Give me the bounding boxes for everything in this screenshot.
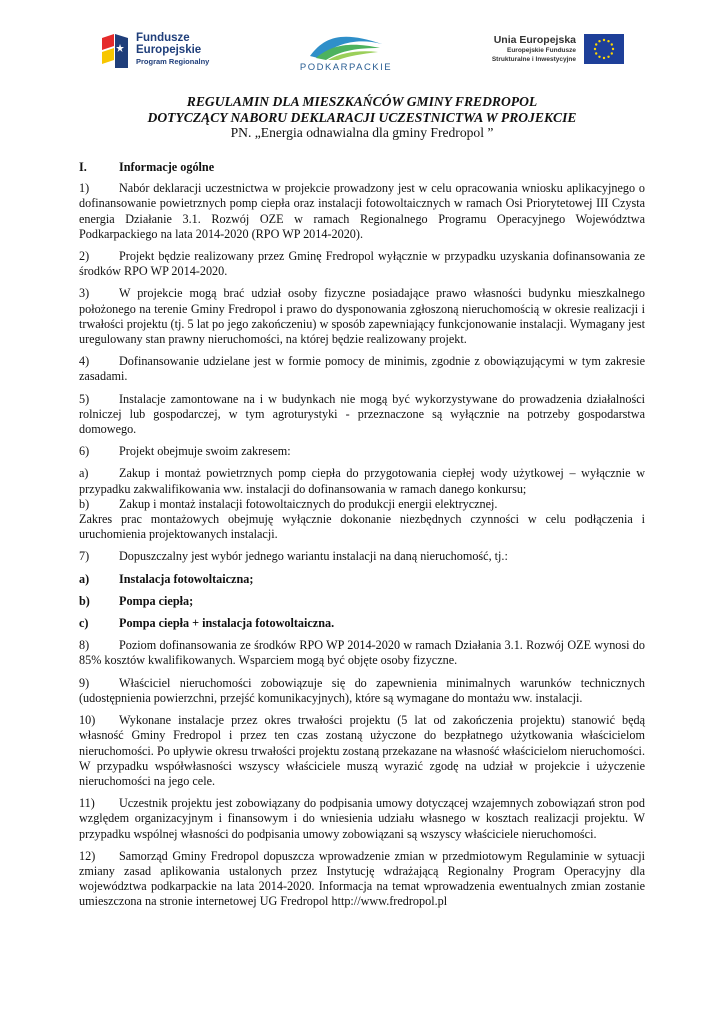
paragraph-3 <box>79 286 645 347</box>
section-title: Informacje ogólne <box>119 160 215 174</box>
document-body <box>79 160 645 917</box>
paragraph-text: Instalacje zamontowane na i w budynkach nie mogą być wykorzystywane do prowadzenia działalności rolniczej lub gospodarczej, w tym agroturystyki - przeznaczone są wyłącznie na potrzeby gospodarstwa domowego. <box>79 391 645 437</box>
variant-b <box>79 594 645 609</box>
paragraph-text: Samorząd Gminy Fredropol dopuszcza wprowadzenie zmian w przedmiotowym Regulaminie w sytuacji zmiany zasad aplikowania ustalonych przez Instytucję wdrażającą Regionalny Program Operacyjny dla województwa podkarpackie na lata 2014-2020. Informacja na temat wprowadzenia ewentualnych zmian zostanie umieszczona na stronie internetowej UG Fredropol http://www.fredropol.pl <box>79 848 645 909</box>
paragraph-1 <box>79 181 645 242</box>
paragraph-number: 6) <box>79 444 90 459</box>
paragraph-4 <box>79 354 645 384</box>
paragraph-text: Wykonane instalacje przez okres trwałości projektu (5 lat od zakończenia projektu) stanowić będą własność Gminy Fredropol i przez ten czas zostaną użyczone do bezpłatnego użytkowania właścicielom nieruchomości. Po upływie okresu trwałości projektu zostaną przekazane na własność właścicielom nieruchomości. W przypadku współwłasności wszyscy właściciele muszą wyrazić zgodę na udział w projekcie i użyczenie nieruchomości na jego cele. <box>79 713 645 788</box>
paragraph-number: 9) <box>79 675 90 690</box>
title-line1: REGULAMIN DLA MIESZKAŃCÓW GMINY FREDROPOL <box>186 94 538 109</box>
paragraph-6b <box>79 497 645 512</box>
paragraph-6 <box>79 444 645 459</box>
paragraph-text: Nabór deklaracji uczestnictwa w projekcie prowadzony jest w celu opracowania wniosku aplikacyjnego o dofinansowanie powietrznych pomp ciepła oraz instalacji fotowoltaicznych w ramach Osi Priorytetowej III Czysta energia Działanie 3.1. Rozwój OZE w ramach Regionalnego Programu Operacyjnego Województwa Podkarpackiego na lata 2014-2020 (RPO WP 2014-2020). <box>79 181 645 241</box>
fe-logo-line1: Fundusze <box>136 32 190 44</box>
paragraph-text: Projekt będzie realizowany przez Gminę Fredropol wyłącznie w przypadku uzyskania dofinansowania ze środków RPO WP 2014-2020. <box>79 249 645 279</box>
variant-c <box>79 616 645 631</box>
list-marker: b) <box>79 593 90 608</box>
document-title <box>40 94 684 141</box>
paragraph-number: 10) <box>79 713 96 728</box>
list-marker: b) <box>79 496 90 511</box>
podkarpackie-hills-icon <box>308 28 384 60</box>
title-line3: PN. „Energia odnawialna dla gminy Fredropol ” <box>230 125 494 140</box>
paragraph-6a <box>79 466 645 496</box>
paragraph-10 <box>79 713 645 789</box>
paragraph-number: 8) <box>79 638 90 653</box>
variant-a <box>79 572 645 587</box>
fe-logo-line3: Program Regionalny <box>136 57 210 66</box>
variant-text: Instalacja fotowoltaiczna; <box>119 571 254 586</box>
header-logos <box>0 26 724 78</box>
paragraph-text: Uczestnik projektu jest zobowiązany do podpisania umowy dotyczącej wzajemnych zobowiązań stron pod względem organizacyjnym i finansowym i do wniesienia udziału własnego w kosztach realizacji projektu. W przypadku wspólnej własności do podpisania umowy zobowiązani są wszyscy właściciele nieruchomości. <box>79 796 645 841</box>
paragraph-number: 4) <box>79 354 90 369</box>
paragraph-7 <box>79 549 645 564</box>
title-line2: DOTYCZĄCY NABORU DEKLARACJI UCZESTNICTWA W PROJEKCIE <box>147 109 577 125</box>
paragraph-text: Zakres prac montażowych obejmuję wyłącznie dokonanie niezbędnych czynności w celu podłączenia i uruchomienia projektowanych instalacji. <box>79 512 645 542</box>
paragraph-number: 1) <box>79 181 90 196</box>
paragraph-12 <box>79 849 645 910</box>
paragraph-text: Dopuszczalny jest wybór jednego wariantu instalacji na daną nieruchomość, tj.: <box>119 549 508 564</box>
section-number: I. <box>79 160 87 174</box>
list-marker: c) <box>79 616 89 631</box>
section-heading <box>79 160 645 175</box>
paragraph-number: 3) <box>79 286 90 301</box>
paragraph-text: Dofinansowanie udzielane jest w formie pomocy de minimis, zgodnie z obowiązującymi w tym zakresie zasadami. <box>79 354 645 384</box>
fundusze-europejskie-logo <box>100 32 220 74</box>
list-marker: a) <box>79 571 90 586</box>
paragraph-text: W projekcie mogą brać udział osoby fizyczne posiadające prawo własności budynku mieszkalnego położonego na terenie Gminy Fredropol i prawo do dysponowania zgłoszoną nieruchomością w okresie realizacji i trwałości projektu (tj. 5 lat po jego zakończeniu) w sposób zapewniający funkcjonowanie instalacji. Wymagany jest uregulowany stan prawny nieruchomości, na której będzie realizowany projekt. <box>79 286 645 347</box>
paragraph-number: 2) <box>79 249 90 264</box>
variant-text: Pompa ciepła; <box>119 593 194 608</box>
ue-logo-line3: Strukturalne i Inwestycyjne <box>491 56 576 63</box>
fundusze-europejskie-emblem-icon <box>100 32 130 70</box>
list-item-text: Zakup i montaż instalacji fotowoltaicznych do produkcji energii elektrycznej. <box>119 496 498 511</box>
paragraph-text: Poziom dofinansowania ze środków RPO WP 2014-2020 w ramach Działania 3.1. Rozwój OZE wynosi do 85% kosztów kwalifikowanych. Wsparciem mogą być objęte osoby fizyczne. <box>79 638 645 668</box>
paragraph-number: 7) <box>79 549 90 564</box>
list-item-text: Zakup i montaż powietrznych pomp ciepła do przygotowania ciepłej wody użytkowej – wyłącznie w przypadku zakwalifikowania ww. instalacji do dofinansowania w ramach danego konkursu; <box>79 466 645 496</box>
paragraph-number: 12) <box>79 848 96 863</box>
paragraph-text: Właściciel nieruchomości zobowiązuje się do zapewnienia minimalnych warunków technicznych (udostępnienia powierzchni, przejść komunikacyjnych), które są wymagane do montażu ww. instalacji. <box>79 675 645 705</box>
podkarpackie-logo-name: PODKARPACKIE <box>299 62 393 73</box>
paragraph-number: 11) <box>79 796 95 811</box>
paragraph-text: Projekt obejmuje swoim zakresem: <box>119 444 291 459</box>
paragraph-8 <box>79 638 645 668</box>
paragraph-6-note <box>79 512 645 542</box>
eu-flag-icon <box>584 34 624 64</box>
paragraph-11 <box>79 796 645 842</box>
podkarpackie-logo <box>296 28 396 76</box>
list-marker: a) <box>79 466 89 481</box>
unia-europejska-logo <box>466 34 626 74</box>
ue-logo-line2: Europejskie Fundusze <box>507 47 576 54</box>
variant-text: Pompa ciepła + instalacja fotowoltaiczna. <box>119 616 335 631</box>
fe-logo-line2: Europejskie <box>136 44 202 56</box>
ue-logo-line1: Unia Europejska <box>493 34 576 46</box>
paragraph-2 <box>79 249 645 279</box>
paragraph-number: 5) <box>79 391 90 406</box>
paragraph-9 <box>79 676 645 706</box>
paragraph-5 <box>79 392 645 438</box>
